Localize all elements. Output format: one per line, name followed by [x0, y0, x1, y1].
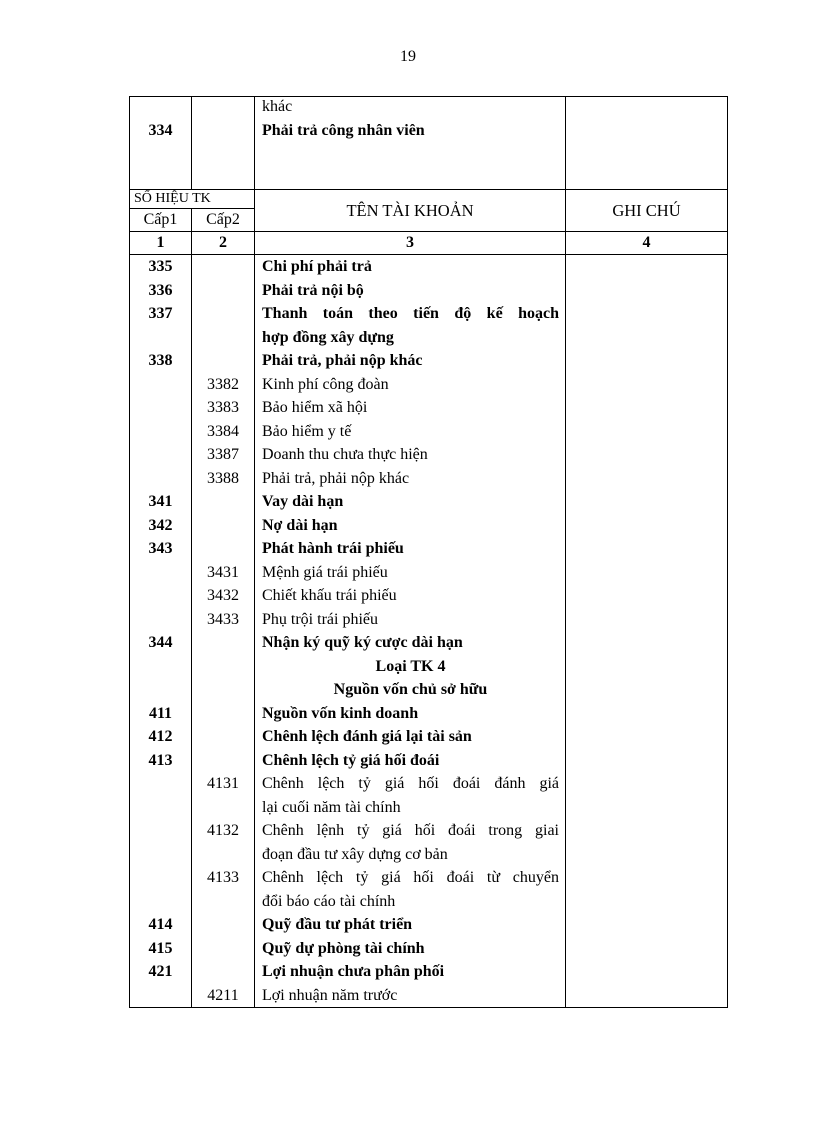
table-row: [130, 796, 728, 820]
cap1-cell: [130, 467, 192, 491]
account-name: Phải trả, phải nộp khác: [255, 349, 566, 373]
cap1-cell: [130, 772, 192, 796]
table-row: [130, 443, 728, 467]
cap2-cell: [192, 890, 255, 914]
account-name: Chiết khấu trái phiếu: [255, 584, 566, 608]
note-cell: [566, 255, 728, 279]
note-cell: [566, 302, 728, 326]
cap2-cell: [192, 678, 255, 702]
note-cell: [566, 349, 728, 373]
page-number: 19: [400, 48, 416, 65]
note-cell: [566, 772, 728, 796]
cap2-cell: [192, 349, 255, 373]
account-name: lại cuối năm tài chính: [255, 796, 566, 820]
cap2-cell: [192, 514, 255, 538]
table-row: [130, 326, 728, 350]
cap2-cell: [192, 913, 255, 937]
cap2-cell: 3384: [192, 420, 255, 444]
account-name: Chênh lệch đánh giá lại tài sản: [255, 725, 566, 749]
cap1-cell: [130, 655, 192, 679]
account-name: hợp đồng xây dựng: [255, 326, 566, 350]
table-row: [130, 584, 728, 608]
ten-tai-khoan-header: TÊN TÀI KHOẢN: [255, 190, 566, 232]
note-cell: [566, 984, 728, 1008]
cap1-cell: 338: [130, 349, 192, 373]
table-row: [130, 396, 728, 420]
cap1-cell: [130, 866, 192, 890]
cap1-cell: [130, 843, 192, 867]
table-row: [130, 725, 728, 749]
note-cell: [566, 890, 728, 914]
note-cell: [566, 97, 728, 190]
note-cell: [566, 490, 728, 514]
so-hieu-header: SỐ HIỆU TK: [130, 190, 255, 209]
table-row: [130, 467, 728, 491]
cap1-cell: 343: [130, 537, 192, 561]
account-name: Phải trả công nhân viên: [262, 121, 425, 139]
note-cell: [566, 279, 728, 303]
table-row: [130, 349, 728, 373]
note-cell: [566, 467, 728, 491]
note-cell: [566, 678, 728, 702]
table-row: [130, 490, 728, 514]
account-rows: [130, 255, 728, 1008]
continued-row: [130, 97, 728, 190]
account-name: Chênh lệnh tỷ giá hối đoái trong giai: [255, 819, 566, 843]
note-cell: [566, 819, 728, 843]
note-cell: [566, 373, 728, 397]
account-name: Lợi nhuận năm trước: [255, 984, 566, 1008]
cap2-cell: [192, 725, 255, 749]
cap2-cell: [192, 279, 255, 303]
cap2-cell: [192, 796, 255, 820]
account-name: đoạn đầu tư xây dựng cơ bản: [255, 843, 566, 867]
cap1-cell: 334: [130, 97, 192, 190]
note-cell: [566, 537, 728, 561]
note-cell: [566, 913, 728, 937]
table-row: [130, 984, 728, 1008]
table-row: [130, 866, 728, 890]
cap2-cell: 4133: [192, 866, 255, 890]
column-number: 2: [192, 232, 255, 255]
account-name: Thanh toán theo tiến độ kế hoạch: [255, 302, 566, 326]
cap2-cell: [192, 537, 255, 561]
account-name: Lợi nhuận chưa phân phối: [255, 960, 566, 984]
cap1-cell: 413: [130, 749, 192, 773]
table-row: [130, 937, 728, 961]
table-row: [130, 373, 728, 397]
account-name: Chênh lệch tỷ giá hối đoái từ chuyển: [255, 866, 566, 890]
cap2-cell: 3387: [192, 443, 255, 467]
cap1-cell: 341: [130, 490, 192, 514]
note-cell: [566, 326, 728, 350]
account-name: Mệnh giá trái phiếu: [255, 561, 566, 585]
account-name: Kinh phí công đoàn: [255, 373, 566, 397]
account-name: Chi phí phải trả: [255, 255, 566, 279]
header-row: [130, 190, 728, 209]
note-cell: [566, 725, 728, 749]
table-row: [130, 678, 728, 702]
cap2-cell: 3432: [192, 584, 255, 608]
cap2-cell: [192, 655, 255, 679]
cap1-cell: [130, 326, 192, 350]
table-row: [130, 702, 728, 726]
account-name: Phụ trội trái phiếu: [255, 608, 566, 632]
accounts-table: [129, 96, 728, 1008]
note-cell: [566, 749, 728, 773]
account-name: Nợ dài hạn: [255, 514, 566, 538]
note-cell: [566, 796, 728, 820]
table-row: [130, 890, 728, 914]
cap1-cell: [130, 819, 192, 843]
table-row: [130, 960, 728, 984]
cap2-cell: [192, 302, 255, 326]
account-name: Phải trả, phải nộp khác: [255, 467, 566, 491]
table-row: [130, 255, 728, 279]
cap2-cell: [192, 97, 255, 190]
cap1-cell: 344: [130, 631, 192, 655]
table-row: [130, 514, 728, 538]
cap1-cell: [130, 890, 192, 914]
cap2-cell: 3388: [192, 467, 255, 491]
cap1-cell: [130, 420, 192, 444]
cap2-cell: [192, 843, 255, 867]
cap1-cell: [130, 373, 192, 397]
cap2-cell: 4131: [192, 772, 255, 796]
account-name: Phải trả nội bộ: [255, 279, 566, 303]
column-number: 1: [130, 232, 192, 255]
note-cell: [566, 843, 728, 867]
cap1-cell: 421: [130, 960, 192, 984]
cap1-cell: 414: [130, 913, 192, 937]
column-number: 4: [566, 232, 728, 255]
cap1-cell: [130, 396, 192, 420]
cap2-cell: [192, 490, 255, 514]
cap1-cell: 412: [130, 725, 192, 749]
cap1-cell: 337: [130, 302, 192, 326]
cap1-cell: [130, 443, 192, 467]
cap1-cell: [130, 678, 192, 702]
table-row: [130, 843, 728, 867]
cap1-cell: 336: [130, 279, 192, 303]
account-name: Chênh lệch tỷ giá hối đoái đánh giá: [255, 772, 566, 796]
cap1-cell: [130, 584, 192, 608]
cap2-cell: 3431: [192, 561, 255, 585]
note-cell: [566, 960, 728, 984]
account-name: đổi báo cáo tài chính: [255, 890, 566, 914]
table-row: [130, 608, 728, 632]
table-row: [130, 561, 728, 585]
account-name: Chênh lệch tỷ giá hối đoái: [255, 749, 566, 773]
cap2-cell: 3383: [192, 396, 255, 420]
account-name: Doanh thu chưa thực hiện: [255, 443, 566, 467]
table-row: [130, 420, 728, 444]
cap2-cell: [192, 937, 255, 961]
cap1-cell: 342: [130, 514, 192, 538]
table-row: [130, 631, 728, 655]
note-cell: [566, 702, 728, 726]
account-name: Nguồn vốn kinh doanh: [255, 702, 566, 726]
cap1-cell: [130, 984, 192, 1008]
cap1-cell: [130, 561, 192, 585]
table-row: [130, 655, 728, 679]
cap2-cell: 4132: [192, 819, 255, 843]
account-name: Bảo hiểm y tế: [255, 420, 566, 444]
account-name: Phát hành trái phiếu: [255, 537, 566, 561]
ghi-chu-header: GHI CHÚ: [566, 190, 728, 232]
cap2-cell: [192, 631, 255, 655]
note-cell: [566, 937, 728, 961]
account-name: Vay dài hạn: [255, 490, 566, 514]
table-row: [130, 537, 728, 561]
note-cell: [566, 396, 728, 420]
note-cell: [566, 631, 728, 655]
account-name: Loại TK 4: [255, 655, 566, 679]
note-cell: [566, 443, 728, 467]
cap2-cell: [192, 960, 255, 984]
cap1-cell: [130, 796, 192, 820]
note-cell: [566, 866, 728, 890]
column-number: 3: [255, 232, 566, 255]
cap2-cell: 4211: [192, 984, 255, 1008]
account-name: Quỹ dự phòng tài chính: [255, 937, 566, 961]
cap2-cell: 3382: [192, 373, 255, 397]
note-cell: [566, 655, 728, 679]
table-row: [130, 749, 728, 773]
table-row: [130, 772, 728, 796]
cap2-cell: [192, 702, 255, 726]
table-row: [130, 819, 728, 843]
cap2-cell: 3433: [192, 608, 255, 632]
cap2-cell: [192, 749, 255, 773]
cap1-cell: [130, 608, 192, 632]
account-name: Nguồn vốn chủ sở hữu: [255, 678, 566, 702]
cap2-cell: [192, 255, 255, 279]
cap1-cell: 335: [130, 255, 192, 279]
table-row: [130, 302, 728, 326]
note-cell: [566, 561, 728, 585]
cap1-cell: 411: [130, 702, 192, 726]
cap2-cell: [192, 326, 255, 350]
account-name-cell: [255, 97, 566, 190]
account-name: Nhận ký quỹ ký cược dài hạn: [255, 631, 566, 655]
table-row: [130, 913, 728, 937]
cap1-cell: 415: [130, 937, 192, 961]
note-cell: [566, 608, 728, 632]
column-number-row: [130, 232, 728, 255]
note-cell: [566, 584, 728, 608]
cap2-header: Cấp2: [192, 209, 255, 232]
note-cell: [566, 420, 728, 444]
continued-text: khác: [262, 98, 293, 115]
cap1-header: Cấp1: [130, 209, 192, 232]
table-row: [130, 279, 728, 303]
note-cell: [566, 514, 728, 538]
account-name: Quỹ đầu tư phát triển: [255, 913, 566, 937]
account-name: Bảo hiểm xã hội: [255, 396, 566, 420]
